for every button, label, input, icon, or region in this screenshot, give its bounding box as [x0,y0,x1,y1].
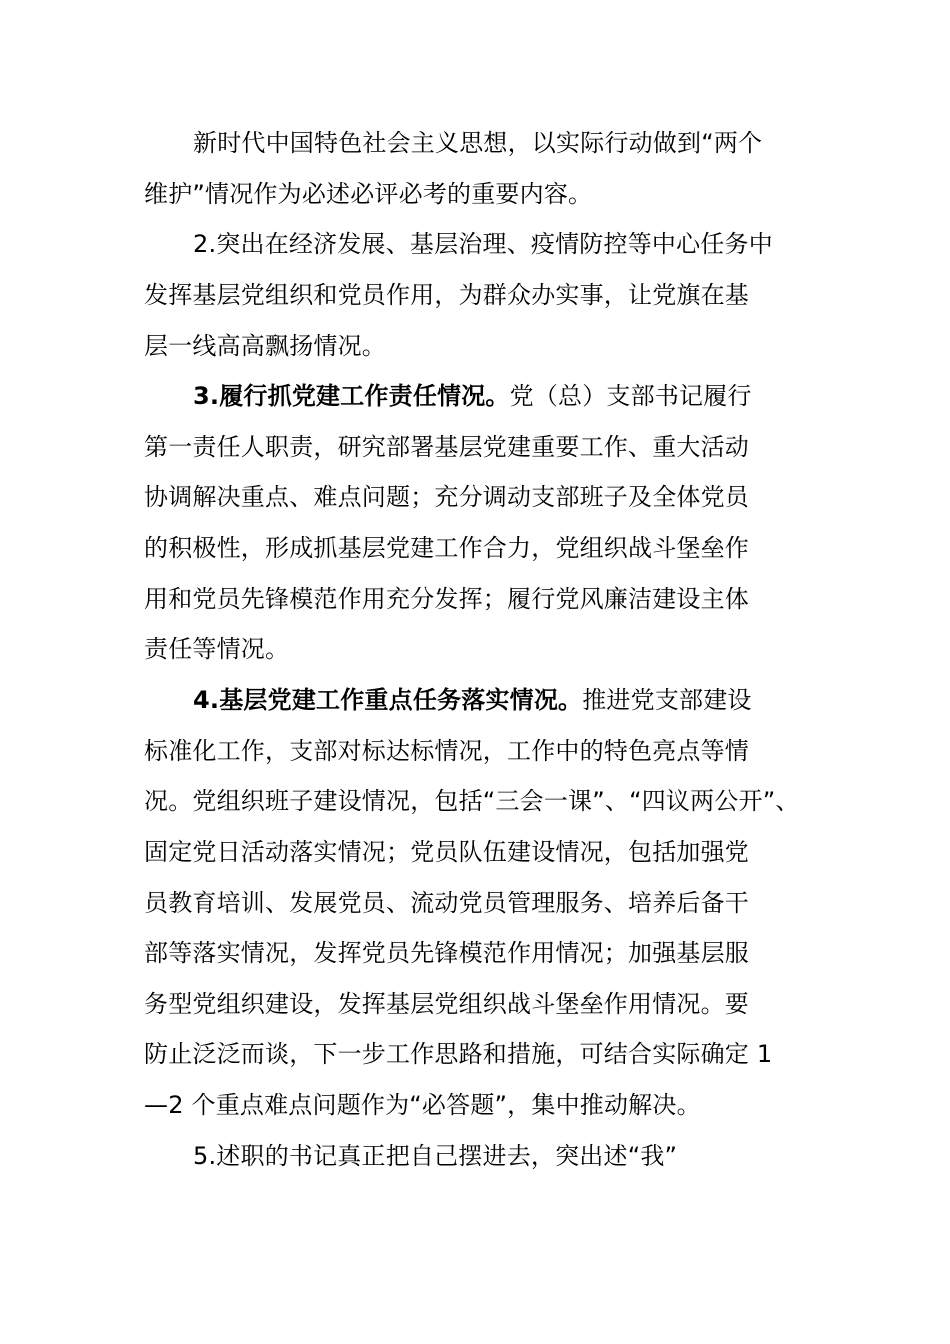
text-line: 协调解决重点、难点问题；充分调动支部班子及全体党员 [144,483,749,511]
text-line: —2 个重点难点问题作为“必答题”，集中推动解决。 [144,1091,701,1119]
text-line [193,376,873,416]
text-line: 部等落实情况，发挥党员先锋模范作用情况；加强基层服 [144,939,749,967]
text-line: 新时代中国特色社会主义思想，以实际行动做到“两个 [193,129,763,157]
text-run: 党（总）支部书记履行 [509,382,752,410]
text-line: 用和党员先锋模范作用充分发挥；履行党风廉洁建设主体 [144,585,749,613]
text-line: 务型党组织建设，发挥基层党组织战斗堡垒作用情况。要 [144,990,749,1018]
text-line: 防止泛泛而谈，下一步工作思路和措施，可结合实际确定 1 [144,1040,773,1068]
text-line: 第一责任人职责，研究部署基层党建重要工作、重大活动 [144,433,749,461]
text-line [193,680,873,720]
text-line: 固定党日活动落实情况；党员队伍建设情况，包括加强党 [144,838,749,866]
text-line: 维护”情况作为必述必评必考的重要内容。 [144,180,593,208]
text-line: 责任等情况。 [144,635,290,663]
text-line: 标准化工作，支部对标达标情况，工作中的特色亮点等情 [144,737,749,765]
text-line: 员教育培训、发展党员、流动党员管理服务、培养后备干 [144,889,749,917]
text-line: 层一线高高飘扬情况。 [144,332,386,360]
section-heading: 4.基层党建工作重点任务落实情况。 [193,686,583,714]
text-line: 发挥基层党组织和党员作用，为群众办实事，让党旗在基 [144,281,749,309]
text-line: 5.述职的书记真正把自己摆进去，突出述“我” [193,1142,678,1170]
text-line: 2.突出在经济发展、基层治理、疫情防控等中心任务中 [193,230,773,258]
text-line: 况。党组织班子建设情况，包括“三会一课”、“四议两公开”、 [144,787,800,815]
text-line: 的积极性，形成抓基层党建工作合力，党组织战斗堡垒作 [144,534,749,562]
text-run: 推进党支部建设 [582,686,752,714]
section-heading: 3.履行抓党建工作责任情况。 [193,382,510,410]
